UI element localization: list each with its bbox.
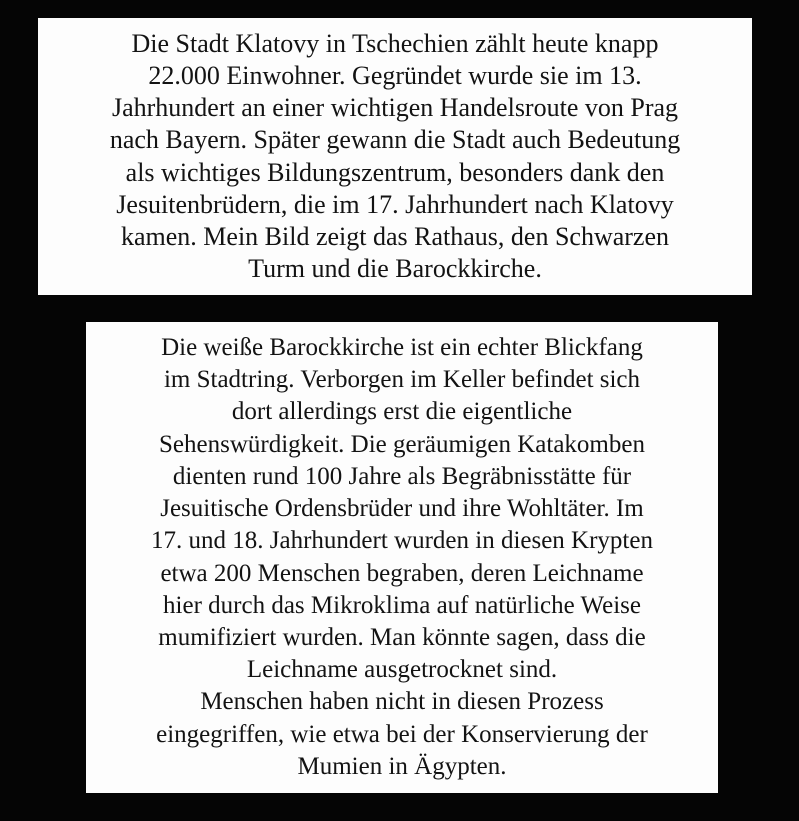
text-line: als wichtiges Bildungszentrum, besonders dank den <box>125 157 665 187</box>
text-line: Jahrhundert an einer wichtigen Handelsroute von Prag <box>111 93 679 123</box>
text-line: dort allerdings erst die eigentliche <box>231 398 573 426</box>
text-line: Turm und die Barockkirche. <box>248 253 542 283</box>
text-line: Sehenswürdigkeit. Die geräumigen Katakomben <box>159 430 645 458</box>
text-line: Mumien in Ägypten. <box>297 752 507 780</box>
text-line: Jesuitische Ordensbrüder und ihre Wohltäter. Im <box>160 495 644 523</box>
text-line: mumifiziert wurden. Man könnte sagen, dass die <box>158 623 646 651</box>
text-line: Leichname ausgetrocknet sind. <box>246 656 558 684</box>
text-line: nach Bayern. Später gewann die Stadt auch Bedeutung <box>109 125 681 155</box>
text-line: Die weiße Barockkirche ist ein echter Blickfang <box>161 334 643 362</box>
text-line: dienten rund 100 Jahre als Begräbnisstätte für <box>172 462 632 490</box>
text-line: 17. und 18. Jahrhundert wurden in diesen Krypten <box>151 527 653 555</box>
text-line: 22.000 Einwohner. Gegründet wurde sie im 13. <box>148 61 642 91</box>
text-line: Menschen haben nicht in diesen Prozess <box>200 688 604 716</box>
text-line: hier durch das Mikroklima auf natürliche Weise <box>163 591 641 619</box>
text-line: Jesuitenbrüdern, die im 17. Jahrhundert nach Klatovy <box>116 189 674 219</box>
text-card-city-history <box>38 18 752 295</box>
text-line: Die Stadt Klatovy in Tschechien zählt heute knapp <box>131 29 659 59</box>
text-line: kamen. Mein Bild zeigt das Rathaus, den Schwarzen <box>120 221 670 251</box>
text-line: im Stadtring. Verborgen im Keller befindet sich <box>163 366 641 394</box>
text-line: eingegriffen, wie etwa bei der Konservierung der <box>156 720 648 748</box>
text-card-catacombs <box>86 322 718 793</box>
text-line: etwa 200 Menschen begraben, deren Leichname <box>160 559 644 587</box>
